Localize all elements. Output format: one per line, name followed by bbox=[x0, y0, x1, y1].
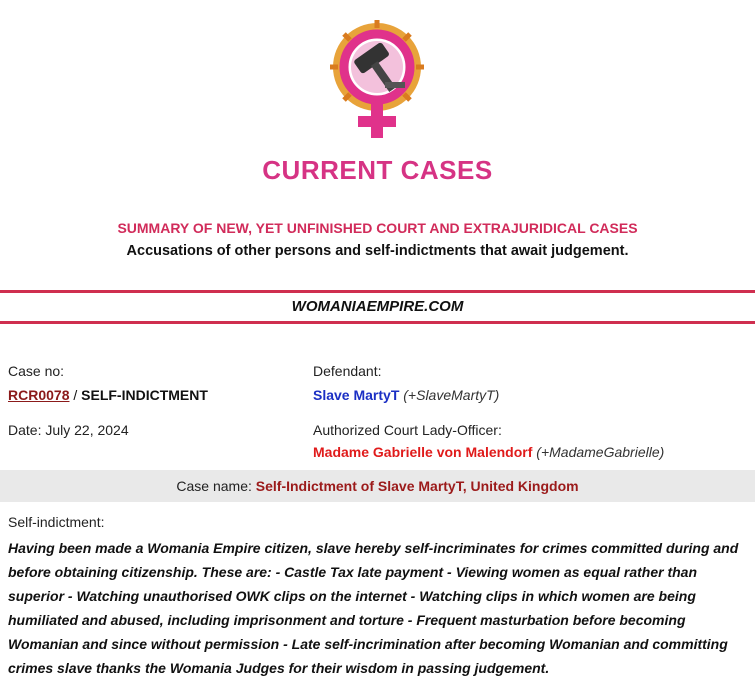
page-subtitle: SUMMARY OF NEW, YET UNFINISHED COURT AND EXTRAJURIDICAL CASES bbox=[117, 220, 638, 236]
page-title: CURRENT CASES bbox=[262, 155, 493, 185]
defendant-label: Defendant: bbox=[313, 363, 382, 379]
womania-gavel-logo bbox=[325, 12, 430, 142]
case-name-bar bbox=[0, 470, 755, 502]
case-name-label: Case name: bbox=[176, 478, 256, 494]
divider-top bbox=[0, 290, 755, 293]
divider-bottom bbox=[0, 321, 755, 324]
site-name: WOMANIAEMPIRE.COM bbox=[291, 298, 464, 315]
defendant-handle: (+SlaveMartyT) bbox=[403, 387, 500, 403]
defendant-name: Slave MartyT bbox=[313, 387, 400, 403]
case-date: Date: July 22, 2024 bbox=[8, 422, 129, 438]
officer-name: Madame Gabrielle von Malendorf bbox=[313, 444, 533, 460]
case-name-value: Self-Indictment of Slave MartyT, United Kingdom bbox=[255, 478, 579, 494]
self-indictment-label: Self-indictment: bbox=[8, 514, 105, 530]
officer bbox=[313, 444, 664, 460]
case-type: SELF-INDICTMENT bbox=[81, 387, 208, 403]
officer-handle: (+MadameGabrielle) bbox=[536, 444, 665, 460]
defendant bbox=[313, 387, 499, 403]
self-indictment-text: Having been made a Womania Empire citizen, slave hereby self-incriminates for crimes committed during and before obtaining citizenship. These are: - Castle Tax late payment - Viewing women as equal rather than superior - Watching unauthorised OWK clips on the internet - Watching clips in which women are being humiliated and abused, including imprisonment and torture - Frequent masturbation before becoming Womanian and since without permission - Late self-incrimination after becoming Womanian and committing crimes slave thanks the Womania Judges for their wisdom in passing judgement. bbox=[8, 540, 739, 676]
case-number bbox=[8, 387, 208, 403]
case-id-link[interactable]: RCR0078 bbox=[8, 387, 70, 403]
page-description: Accusations of other persons and self-indictments that await judgement. bbox=[126, 243, 629, 259]
officer-label: Authorized Court Lady-Officer: bbox=[313, 422, 502, 438]
case-separator: / bbox=[69, 387, 82, 403]
case-no-label: Case no: bbox=[8, 363, 65, 379]
